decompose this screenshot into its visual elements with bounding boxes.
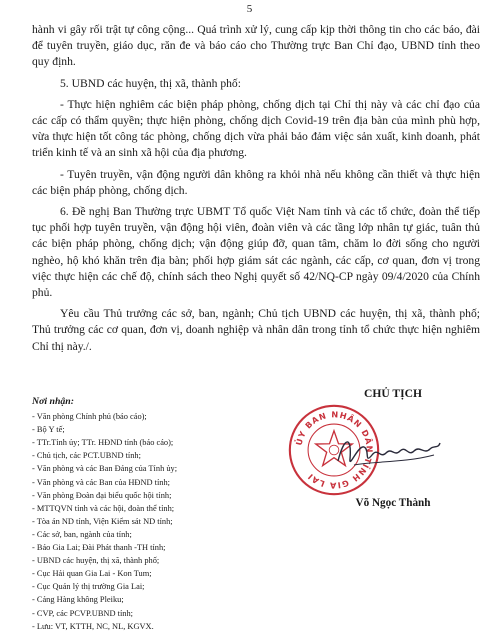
list-item: - Cục Hải quan Gia Lai - Kon Tum; — [32, 569, 152, 579]
list-item: - TTr.Tỉnh ủy; TTr. HĐND tỉnh (báo cáo); — [32, 438, 174, 448]
list-item: - Văn phòng và các Ban của HĐND tỉnh; — [32, 477, 170, 487]
paragraph: - Tuyên truyền, vận động người dân không ra khỏi nhà nếu không cần thiết và thực hiện các biện pháp phòng, chống dịch. — [32, 167, 480, 197]
list-item: - Các sở, ban, ngành của tỉnh; — [32, 529, 132, 539]
recipients-list — [32, 410, 264, 633]
signer-title: CHỦ TỊCH — [363, 387, 423, 400]
paragraph: - Thực hiện nghiêm các biện pháp phòng, chống dịch tại Chỉ thị này và các chỉ đạo của các cấp có thẩm quyền; thực hiện phòng, chống dịch Covid-19 trên địa bàn của mình phù hợp, vừa thực hiện tốt công tác phòng, chống dịch vừa phải bảo đảm việc sản xuất, kinh doanh, phát triển kinh tế và an sinh xã hội của địa phương. — [32, 97, 480, 160]
paragraph: 5. UBND các huyện, thị xã, thành phố: — [60, 76, 241, 90]
list-item: - Chủ tịch, các PCT.UBND tỉnh; — [32, 451, 141, 461]
list-item: - Cảng Hàng không Pleiku; — [32, 595, 124, 605]
list-item: - CVP, các PCVP.UBND tỉnh; — [32, 608, 133, 618]
signer-name: Võ Ngọc Thành — [355, 497, 431, 509]
recipients-title: Nơi nhận: — [32, 396, 75, 407]
paragraph: hành vi gây rối trật tự công cộng... Quá trình xử lý, cung cấp kịp thời thông tin cho các báo, đài để tuyên truyền, giáo dục, răn đe và báo cáo cho Thường trực Ban Chỉ đạo, UBND tỉnh theo quy định. — [32, 23, 480, 69]
paragraph: 6. Đề nghị Ban Thường trực UBMT Tổ quốc Việt Nam tỉnh và các tổ chức, đoàn thể tiếp tục phối hợp tuyên truyền, vận động hội viên, đoàn viên và các tầng lớp nhân tự giác, tuân thủ các biện pháp phòng, chống dịch; vận động giúp đỡ, quan tâm, chăm lo đời sống cho người nghèo, hộ khó khăn trên địa bàn; phối hợp giám sát các ngành, các cấp, cơ quan, đơn vị trong việc thực hiện các chế độ, chính sách theo Nghị quyết số 42/NQ-CP ngày 09/4/2020 của Chính phủ. — [32, 205, 480, 300]
list-item: - Cục Quản lý thị trường Gia Lai; — [32, 582, 145, 592]
list-item: - Lưu: VT, KTTH, NC, NL, KGVX. — [32, 621, 154, 631]
page-number: 5 — [246, 3, 253, 15]
recipients-block — [32, 395, 264, 633]
list-item: - Bộ Y tế; — [32, 425, 65, 435]
list-item: - MTTQVN tỉnh và các hội, đoàn thể tỉnh; — [32, 503, 175, 513]
document-body — [32, 22, 480, 360]
paragraph: Yêu cầu Thủ trưởng các sở, ban, ngành; Chủ tịch UBND các huyện, thị xã, thành phố; Thủ trưởng các cơ quan, đơn vị, doanh nghiệp và nhân dân trong tỉnh tổ chức thực hiện nghiêm Chỉ thị này./. — [32, 307, 480, 353]
list-item: - Văn phòng Chính phủ (báo cáo); — [32, 412, 147, 422]
list-item: - Báo Gia Lai; Đài Phát thanh -TH tỉnh; — [32, 543, 166, 553]
list-item: - Văn phòng và các Ban Đảng của Tỉnh ủy; — [32, 464, 178, 474]
seal-lettering: ỦY BAN NHÂN DÂN TỈNH GIA LAI — [293, 409, 375, 491]
handwritten-signature — [334, 425, 444, 477]
list-item: - Tòa án ND tỉnh, Viện Kiểm sát ND tỉnh; — [32, 516, 173, 526]
list-item: - Văn phòng Đoàn đại biểu quốc hội tỉnh; — [32, 490, 172, 500]
list-item: - UBND các huyện, thị xã, thành phố; — [32, 556, 160, 566]
